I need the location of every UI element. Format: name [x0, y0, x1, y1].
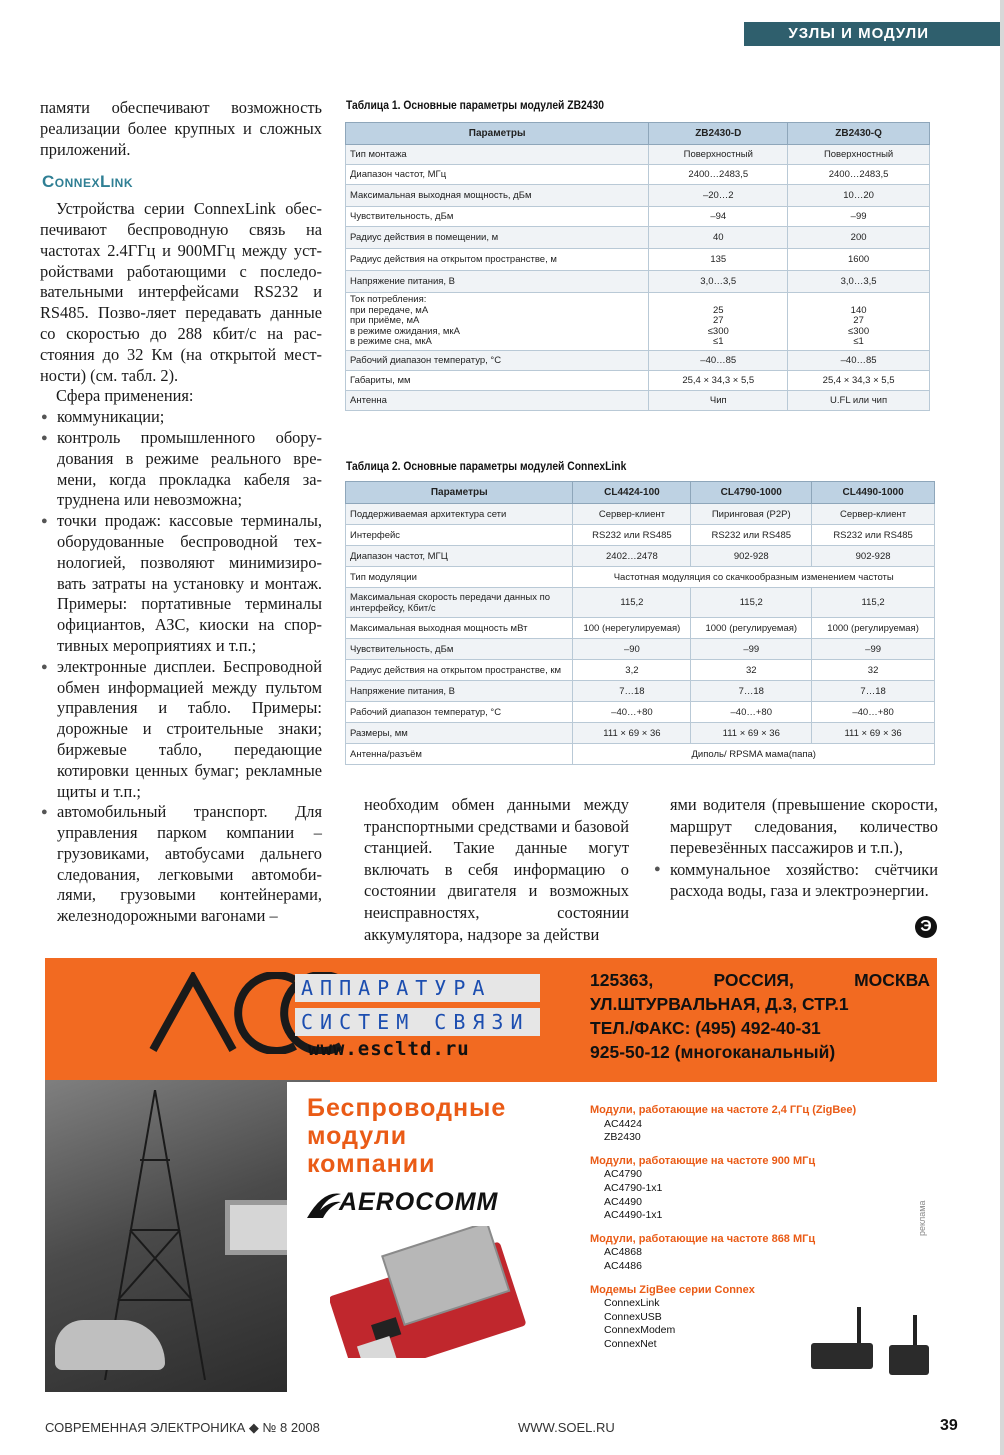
product-group: [590, 1155, 856, 1223]
headline-line: компании: [307, 1150, 436, 1178]
table-cell: 3,0…3,5: [649, 271, 788, 293]
table-cell: Чувствительность, дБм: [346, 207, 649, 227]
table-cell: 135: [649, 249, 788, 271]
table-cell: 7…18: [812, 681, 935, 702]
table-cell: Рабочий диапазон температур, °С: [346, 702, 573, 723]
table-header-cell: CL4424-100: [573, 482, 691, 504]
ad-headline: [307, 1094, 506, 1178]
table-row: [346, 588, 935, 618]
table-cell: –99: [691, 639, 812, 660]
table-row: [346, 271, 930, 293]
table-row: [346, 567, 935, 588]
table-cell: Диапазон частот, МГц: [346, 165, 649, 185]
product-item: ZB2430: [604, 1131, 641, 1144]
table-cell: 3,2: [573, 660, 691, 681]
table-header-cell: CL4790-1000: [691, 482, 812, 504]
table-cell: –40…85: [649, 351, 788, 371]
table-cell: Рабочий диапазон температур, °С: [346, 351, 649, 371]
table-cell: 1000 (регулируемая): [812, 618, 935, 639]
ad-disclaimer: реклама: [917, 1200, 927, 1236]
table-cell: 902-928: [812, 546, 935, 567]
phone-line-2: 925-50-12 (многоканальный): [590, 1042, 836, 1062]
table-cell: 10…20: [788, 185, 930, 207]
logo-line-2: СИСТЕМ СВЯЗИ: [295, 1008, 540, 1036]
table-cell: 902-928: [691, 546, 812, 567]
table-cell: –20…2: [649, 185, 788, 207]
page-number: 39: [940, 1417, 958, 1434]
list-item: ● коммуникации;: [40, 407, 322, 428]
connexlink-paragraph: Устройства серии ConnexLink обеспечивают беспроводную связь на частотах 2.4ГГц и 900МГц между устройствами работающими с последовательными интерфейсами RS232 и RS485. Позво-ляет передавать данные со скоростью до 288 кбит/с на расстояния до 32 Км (на открытой местности) (см. табл. 2).: [40, 199, 322, 385]
section-title: УЗЛЫ И МОДУЛИ: [788, 25, 929, 42]
table-row: [346, 185, 930, 207]
phone-line-1: ТЕЛ./ФАКС: (495) 492-40-31: [590, 1018, 821, 1038]
product-item: ConnexLink: [604, 1297, 660, 1310]
table-row: [346, 249, 930, 271]
intro-paragraph: памяти обеспечивают возможность реализации более крупных и сложных приложений.: [40, 98, 322, 159]
table-cell: Максимальная выходная мощность, дБм: [346, 185, 649, 207]
product-item: AC4490-1x1: [604, 1209, 663, 1222]
table-cell: Тип монтажа: [346, 145, 649, 165]
table-cell: Тип модуляции: [346, 567, 573, 588]
table-cell: 115,2: [573, 588, 691, 618]
section-header: [744, 22, 1004, 46]
table-cell: Ток потребления: при передаче, мА при приёме, мА в режиме ожидания, мкА в режиме сна, мкА: [346, 293, 649, 351]
product-item: AC4790-1x1: [604, 1181, 663, 1194]
table-cell: Интерфейс: [346, 525, 573, 546]
right-paragraph: ями водителя (превышение скорости, маршрут следования, количество перевезённых пассажиров и т.п.),: [670, 795, 938, 858]
table-cell: 200: [788, 227, 930, 249]
product-group: [590, 1104, 856, 1145]
table-cell: 25,4 × 34,3 × 5,5: [649, 371, 788, 391]
table-cell: 2400…2483,5: [649, 165, 788, 185]
table-header-cell: Параметры: [346, 482, 573, 504]
table-cell: Радиус действия на открытом пространстве, м: [346, 249, 649, 271]
table-cell: 25,4 × 34,3 × 5,5: [788, 371, 930, 391]
table-row: [346, 525, 935, 546]
headline-line: Беспроводные: [307, 1094, 507, 1122]
table-cell: –90: [573, 639, 691, 660]
middle-text-column: необходим обмен данными между транспортными средствами и базовой станцией. Такие данные могут включать в себя информацию о состоянии двигателя и возможных неисправностях, состоянии аккумулятора, надзоре за действи: [364, 795, 630, 944]
table1-caption: Таблица 1. Основные параметры модулей ZB2430: [346, 98, 604, 112]
table-cell: 111 × 69 × 36: [573, 723, 691, 744]
table-cell: –99: [788, 207, 930, 227]
table-cell: –40…+80: [691, 702, 812, 723]
table-cell: Диапазон частот, МГЦ: [346, 546, 573, 567]
product-item: ConnexNet: [604, 1337, 657, 1350]
company-contacts: [590, 968, 930, 1064]
table-row: [346, 504, 935, 525]
table-cell: Напряжение питания, В: [346, 271, 649, 293]
page-edge: [1000, 0, 1004, 1455]
table-row: [346, 391, 930, 411]
monitor-icon: [225, 1200, 295, 1255]
table-cell: RS232 или RS485: [812, 525, 935, 546]
table-cell: –40…+80: [812, 702, 935, 723]
table-cell: 7…18: [573, 681, 691, 702]
headline-line: модули: [307, 1122, 408, 1150]
table-cell: 1000 (регулируемая): [691, 618, 812, 639]
table-cell: Напряжение питания, В: [346, 681, 573, 702]
table-row: [346, 744, 935, 765]
table-cell: Поддерживаемая архитектура сети: [346, 504, 573, 525]
table-cell: –40…+80: [573, 702, 691, 723]
table-cell: Пиринговая (P2P): [691, 504, 812, 525]
table-row: [346, 227, 930, 249]
table-cell: Антенна: [346, 391, 649, 411]
table-cell: Поверхностный: [788, 145, 930, 165]
table-cell: 100 (нерегулируемая): [573, 618, 691, 639]
end-mark-icon: Э: [915, 916, 937, 938]
table-cell: Сервер-клиент: [812, 504, 935, 525]
table-cell: Радиус действия в помещении, м: [346, 227, 649, 249]
table-row: [346, 165, 930, 185]
table-cell: Габариты, мм: [346, 371, 649, 391]
table-header-cell: ZB2430-Q: [788, 123, 930, 145]
group-title: Модули, работающие на частоте 900 МГц: [590, 1154, 816, 1167]
country: РОССИЯ,: [713, 970, 794, 990]
table-cell: –40…85: [788, 351, 930, 371]
table-cell: 32: [812, 660, 935, 681]
table-cell: 7…18: [691, 681, 812, 702]
table-cell: 3,0…3,5: [788, 271, 930, 293]
table-header-cell: CL4490-1000: [812, 482, 935, 504]
product-item: AC4424: [604, 1117, 642, 1130]
left-text-column: [40, 98, 322, 927]
table-cell: Диполь/ RPSMA мама(папа): [573, 744, 935, 765]
city: МОСКВА: [854, 970, 930, 990]
table2-caption: Таблица 2. Основные параметры модулей ConnexLink: [346, 459, 627, 473]
group-title: Модули, работающие на частоте 2,4 ГГц (ZigBee): [590, 1104, 857, 1116]
journal-site[interactable]: WWW.SOEL.RU: [518, 1420, 615, 1435]
table-row: [346, 723, 935, 744]
table-cell: Антенна/разъём: [346, 744, 573, 765]
table-cell: 32: [691, 660, 812, 681]
table-cell: Частотная модуляция со скачкообразным изменением частоты: [573, 567, 935, 588]
table-cell: 111 × 69 × 36: [691, 723, 812, 744]
table-row: [346, 618, 935, 639]
table-cell: Чувствительность, дБм: [346, 639, 573, 660]
aerocomm-swoosh-icon: [303, 1188, 343, 1222]
scope-list: [40, 407, 322, 927]
table-cell: Радиус действия на открытом пространстве, км: [346, 660, 573, 681]
module-board-image: [330, 1226, 530, 1358]
list-item: ● автомобильный транспорт. Для управления парком компании – грузовиками, автобусами дальнего следования, легковыми автомобилями, грузовыми контейнерами, железнодорожными вагонами –: [40, 802, 322, 927]
product-item: AC4486: [604, 1259, 642, 1272]
table-cell: Поверхностный: [649, 145, 788, 165]
table-cell: RS232 или RS485: [691, 525, 812, 546]
advertisement: [45, 958, 937, 1392]
table-row: [346, 681, 935, 702]
table-cell: 40: [649, 227, 788, 249]
table-cell: U.FL или чип: [788, 391, 930, 411]
product-item: ConnexUSB: [604, 1310, 662, 1323]
address-line-1: [590, 968, 930, 992]
header-band: [0, 0, 1004, 48]
list-item: ● контроль промышленного оборудования в режиме реального времени, когда прокладка кабеля затруднена или невозможна;: [40, 428, 322, 511]
list-item: ● электронные дисплеи. Беспроводной обмен информацией между пультом управления и табло. Примеры: дорожные и строительные знаки; биржевые табло, передающие котировки ценных бумаг; рекламные щиты и т.п.;: [40, 657, 322, 803]
table-cell: 2402…2478: [573, 546, 691, 567]
right-text-column: [653, 794, 938, 902]
table-cell: 140 27 ≤300 ≤1: [788, 293, 930, 351]
product-group: [590, 1233, 856, 1274]
table-cell: 111 × 69 × 36: [812, 723, 935, 744]
table-row: [346, 639, 935, 660]
logo-line-1: АППАРАТУРА: [295, 974, 540, 1002]
table-cell: 1600: [788, 249, 930, 271]
company-url[interactable]: www.escltd.ru: [308, 1038, 470, 1060]
brand-name: AEROCOMM: [339, 1188, 499, 1216]
table-header-cell: Параметры: [346, 123, 649, 145]
product-item: ConnexModem: [604, 1324, 676, 1337]
table-cell: 25 27 ≤300 ≤1: [649, 293, 788, 351]
journal-name: СОВРЕМЕННАЯ ЭЛЕКТРОНИКА ◆ № 8 2008: [45, 1420, 320, 1435]
table-cell: –99: [812, 639, 935, 660]
table-header-cell: ZB2430-D: [649, 123, 788, 145]
group-title: Модемы ZigBee серии Connex: [590, 1283, 755, 1296]
list-item: ● коммунальное хозяйство: счётчики расхода воды, газа и электроэнергии.: [653, 859, 938, 902]
postal-code: 125363,: [590, 970, 654, 990]
product-item: AC4490: [604, 1195, 642, 1208]
table-row: [346, 145, 930, 165]
table2: [345, 481, 935, 765]
scope-label: Сфера применения:: [56, 386, 194, 406]
table-cell: 115,2: [812, 588, 935, 618]
table-row: [346, 371, 930, 391]
table-cell: –94: [649, 207, 788, 227]
table-cell: 115,2: [691, 588, 812, 618]
table-row: [346, 207, 930, 227]
group-title: Модули, работающие на частоте 868 МГц: [590, 1232, 816, 1245]
table-cell: 2400…2483,5: [788, 165, 930, 185]
table-row: [346, 293, 930, 351]
list-item: ● точки продаж: кассовые терминалы, оборудованные беспроводной технологией, позволяют минимизировать затраты на установку и монтаж. Примеры: портативные терминалы официантов, АЗС, киоски на спортивных мероприятиях и т.п.;: [40, 511, 322, 657]
table1: [345, 122, 930, 411]
table-cell: RS232 или RS485: [573, 525, 691, 546]
connexlink-heading: ConnexLink: [42, 172, 134, 192]
product-item: AC4790: [604, 1168, 642, 1181]
table-cell: Максимальная выходная мощность мВт: [346, 618, 573, 639]
table-cell: Сервер-клиент: [573, 504, 691, 525]
table-cell: Размеры, мм: [346, 723, 573, 744]
aerocomm-logo: [303, 1188, 545, 1222]
modem-devices-image: [805, 1303, 935, 1383]
table-cell: Максимальная скорость передачи данных по интерфейсу, Кбит/с: [346, 588, 573, 618]
product-item: AC4868: [604, 1246, 642, 1259]
table-cell: Чип: [649, 391, 788, 411]
address-line-2: УЛ.ШТУРВАЛЬНАЯ, Д.3, СТР.1: [590, 994, 849, 1014]
table-row: [346, 702, 935, 723]
table-row: [346, 351, 930, 371]
table-row: [346, 546, 935, 567]
table-row: [346, 660, 935, 681]
